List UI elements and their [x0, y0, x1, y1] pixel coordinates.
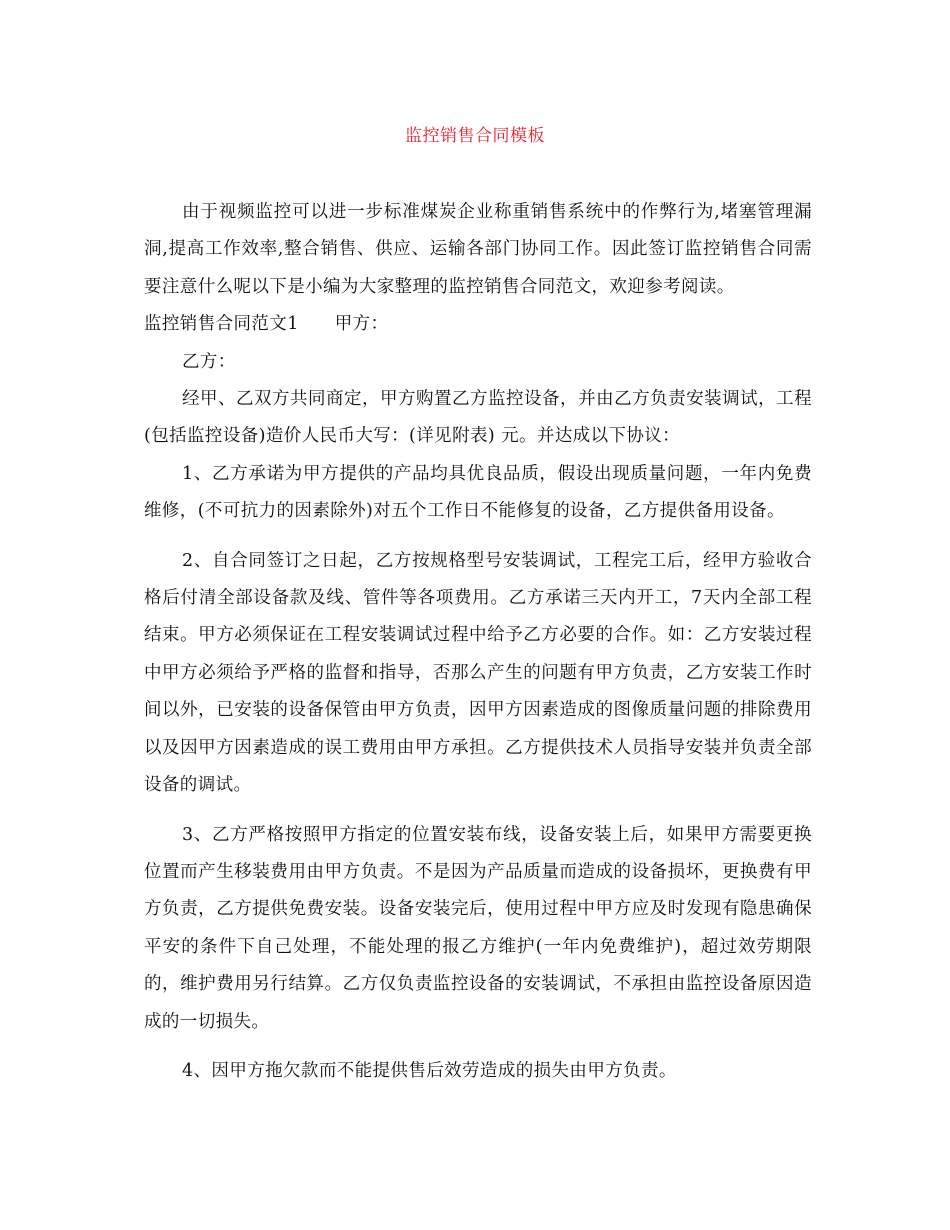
clause-2: 2、自合同签订之日起，乙方按规格型号安装调试，工程完工后，经甲方验收合格后付清全部设备款及线、管件等各项费用。乙方承诺三天内开工，7天内全部工程结束。甲方必须保证在工程安装调试过程中给予乙方必要的合作。如：乙方安装过程中甲方必须给予严格的监督和指导，否那么产生的问题有甲方负责，乙方安装工作时间以外，已安装的设备保管由甲方负责，因甲方因素造成的图像质量问题的排除费用以及因甲方因素造成的误工费用由甲方承担。乙方提供技术人员指导安装并负责全部设备的调试。: [144, 550, 812, 796]
party-b-label: 乙方：: [182, 351, 236, 372]
agreement-intro-paragraph: 经甲、乙双方共同商定，甲方购置乙方监控设备，并由乙方负责安装调试，工程(包括监控设备)造价人民币大写：(详见附表) 元。并达成以下协议：: [144, 389, 812, 447]
party-a-label: 甲方：: [334, 314, 389, 335]
clause-3: 3、乙方严格按照甲方指定的位置安装布线，设备安装上后，如果甲方需要更换位置而产生移装费用由甲方负责。不是因为产品质量而造成的设备损坏，更换费有甲方负责，乙方提供免费安装。设备安装完后，使用过程中甲方应及时发现有隐患确保平安的条件下自己处理，不能处理的报乙方维护(一年内免费维护)，超过效劳期限的，维护费用另行结算。乙方仅负责监控设备的安装调试，不承担由监控设备原因造成的一切损失。: [144, 824, 812, 1032]
clause-4: 4、因甲方拖欠款而不能提供售后效劳造成的损失由甲方负责。: [182, 1060, 677, 1081]
intro-paragraph: 由于视频监控可以进一步标准煤炭企业称重销售系统中的作弊行为,堵塞管理漏洞,提高工作效率,整合销售、供应、运输各部门协同工作。因此签订监控销售合同需要注意什么呢以下是小编为大家整理的监控销售合同范文，欢迎参考阅读。: [144, 202, 812, 297]
document-title: 监控销售合同模板: [405, 126, 545, 146]
clause-1: 1、乙方承诺为甲方提供的产品均具优良品质，假设出现质量问题，一年内免费维修，(不可抗力的因素除外)对五个工作日不能修复的设备，乙方提供备用设备。: [144, 463, 812, 522]
sample-heading: 监控销售合同范文1: [144, 314, 299, 335]
sample-heading-line: [144, 306, 812, 343]
document-body: [144, 194, 812, 1090]
